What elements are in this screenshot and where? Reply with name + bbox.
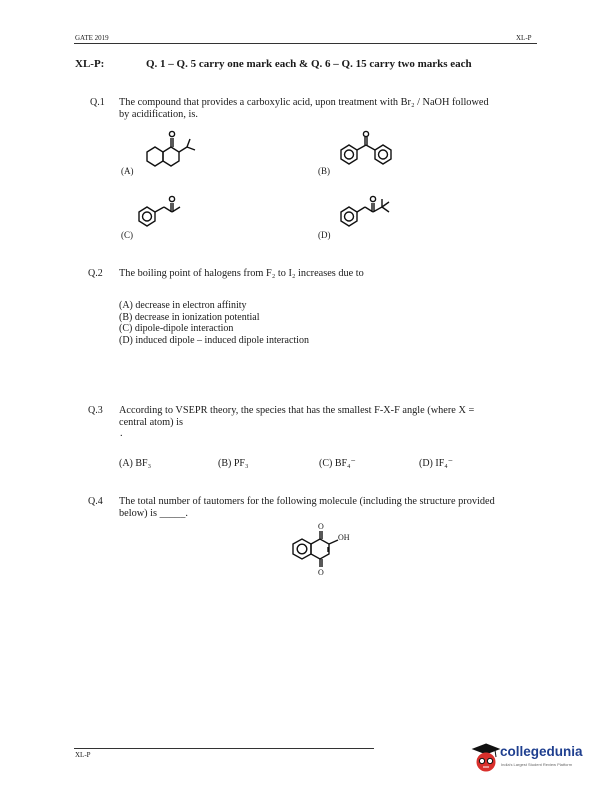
option-c: (C) BF₄⁻ — [319, 458, 356, 469]
question-line: by acidification, is. — [119, 109, 198, 120]
question-text — [119, 405, 544, 429]
logo-wordmark: collegedunia — [500, 744, 583, 759]
section-title: Q. 1 – Q. 5 carry one mark each & Q. 6 – Q. 15 carry two marks each — [146, 58, 472, 70]
question-text — [119, 97, 539, 121]
question-line: According to VSEPR theory, the species that has the smallest F-X-F angle (where X = — [119, 405, 475, 416]
question-line: The total number of tautomers for the following molecule (including the structure provided — [119, 496, 495, 507]
graduate-mascot-icon — [472, 742, 500, 776]
structure-option-d — [336, 190, 416, 238]
option-list — [119, 300, 309, 346]
section-code: XL-P: — [75, 58, 105, 70]
option-label-d: (D) — [318, 230, 331, 240]
option-b: (B) PF₃ — [218, 458, 249, 469]
header-paper-code: XL-P — [516, 34, 532, 42]
question-line: central atom) is — [119, 417, 184, 428]
question-line: The compound that provides a carboxylic acid, upon treatment with Br₂ / NaOH followed — [119, 97, 489, 108]
header-exam: GATE 2019 — [75, 34, 109, 42]
option-label-c: (C) — [121, 230, 133, 240]
option-label-b: (B) — [318, 166, 330, 176]
question-line: below) is _____. — [119, 508, 188, 519]
question-number: Q.1 — [90, 97, 105, 108]
option-d: (D) induced dipole – induced dipole interaction — [119, 334, 309, 346]
question-number: Q.4 — [88, 496, 103, 507]
structure-option-c — [134, 190, 204, 238]
question-text — [119, 496, 544, 520]
hydroxyl-label: OH — [338, 533, 350, 542]
question-number: Q.3 — [88, 405, 103, 416]
footer-rule — [74, 748, 374, 749]
option-label-a: (A) — [121, 166, 134, 176]
carbonyl-oxygen-bottom: O — [318, 568, 324, 577]
question-number: Q.2 — [88, 268, 103, 279]
collegedunia-logo — [470, 742, 602, 778]
question-text: The boiling point of halogens from F₂ to I₂ increases due to — [119, 268, 364, 279]
stray-dot: . — [120, 428, 123, 439]
carbonyl-oxygen-top: O — [318, 522, 324, 531]
option-a: (A) BF₃ — [119, 458, 152, 469]
naphthoquinone-structure — [284, 520, 374, 586]
structure-option-b — [336, 130, 416, 178]
option-d: (D) IF₄⁻ — [419, 458, 454, 469]
option-b: (B) decrease in ionization potential — [119, 311, 260, 323]
logo-tagline: India's Largest Student Review Platform — [501, 762, 573, 767]
footer-paper-code: XL-P — [75, 751, 91, 759]
option-a: (A) decrease in electron affinity — [119, 300, 247, 311]
header-rule — [74, 43, 537, 44]
structure-option-a — [130, 130, 210, 178]
option-c: (C) dipole-dipole interaction — [119, 323, 234, 334]
